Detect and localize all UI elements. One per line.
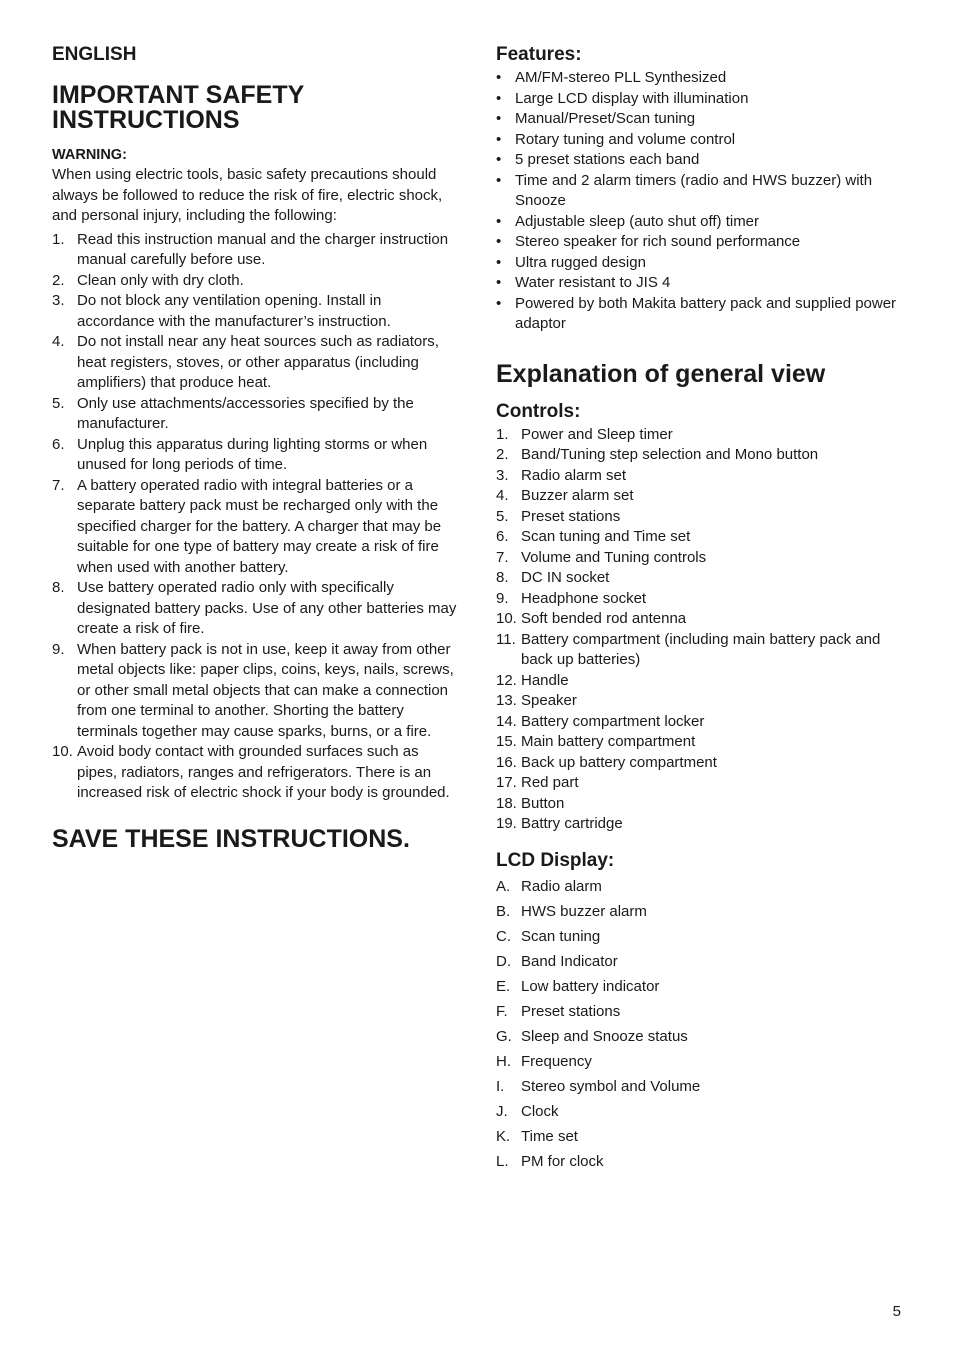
item-letter: K. [496, 1127, 511, 1145]
bullet-icon: • [496, 69, 502, 86]
features-list [496, 68, 906, 335]
list-item [496, 466, 906, 487]
item-text: Button [521, 794, 565, 812]
list-item [52, 476, 458, 579]
list-item [496, 1124, 906, 1149]
list-item [496, 1149, 906, 1174]
item-text: Water resistant to JIS 4 [515, 274, 671, 291]
item-number: 8. [496, 569, 509, 586]
list-item [52, 640, 458, 743]
item-text: Time and 2 alarm timers (radio and HWS buzzer) with Snooze [515, 171, 873, 209]
item-number: 1. [52, 230, 65, 248]
list-item [496, 89, 906, 110]
item-text: Adjustable sleep (auto shut off) timer [515, 212, 760, 230]
item-number: 4. [496, 487, 509, 504]
item-letter: A. [496, 877, 511, 895]
list-item [52, 394, 458, 435]
item-text: AM/FM-stereo PLL Synthesized [515, 69, 727, 86]
item-text: Frequency [521, 1052, 592, 1070]
item-text: Buzzer alarm set [521, 487, 634, 504]
item-text: Preset stations [521, 507, 621, 525]
item-text: A battery operated radio with integral batteries or a separate battery pack must be recharged only with the specified charger for the battery. A charger that may be suitable for one type of battery may create a risk of fire when used with another battery. [77, 476, 442, 576]
safety-title: IMPORTANT SAFETY INSTRUCTIONS [52, 81, 304, 134]
list-item [52, 291, 458, 332]
list-item [496, 949, 906, 974]
list-item [496, 109, 906, 130]
list-item [496, 691, 906, 712]
list-item [496, 507, 906, 528]
item-letter: G. [496, 1027, 512, 1045]
item-letter: E. [496, 977, 511, 995]
item-text: Only use attachments/accessories specified by the manufacturer. [77, 394, 414, 432]
item-letter: J. [496, 1102, 508, 1120]
bullet-icon: • [496, 89, 502, 107]
item-letter: L. [496, 1152, 509, 1170]
item-text: Do not block any ventilation opening. Install in accordance with the manufacturer’s instruction. [77, 292, 391, 330]
bullet-icon: • [496, 294, 502, 312]
item-number: 6. [52, 435, 65, 453]
item-text: Rotary tuning and volume control [515, 130, 736, 148]
item-text: Use battery operated radio only with specifically designated battery packs. Use of any other batteries may create a risk of fire. [77, 579, 457, 637]
item-number: 1. [496, 425, 509, 443]
item-text: Avoid body contact with grounded surfaces such as pipes, radiators, ranges and refrigerators. There is an increased risk of electric shock if your body is grounded. [77, 743, 450, 801]
item-number: 18. [496, 794, 517, 812]
list-item [496, 773, 906, 794]
item-number: 15. [496, 733, 517, 750]
item-text: Speaker [521, 692, 577, 709]
item-number: 8. [52, 579, 65, 596]
list-item [496, 568, 906, 589]
item-text: Power and Sleep timer [521, 425, 673, 443]
list-item [496, 294, 906, 335]
item-number: 10. [496, 610, 517, 627]
item-number: 12. [496, 671, 517, 689]
bullet-icon: • [496, 233, 502, 250]
list-item [496, 486, 906, 507]
item-letter: B. [496, 902, 511, 920]
list-item [496, 899, 906, 924]
item-letter: D. [496, 952, 511, 970]
item-number: 5. [52, 394, 65, 412]
general-view-title: Explanation of general view [496, 359, 826, 388]
item-text: Radio alarm set [521, 466, 627, 484]
right-column [496, 44, 906, 1174]
item-text: Clock [521, 1102, 559, 1120]
item-number: 16. [496, 753, 517, 771]
item-letter: F. [496, 1002, 508, 1020]
bullet-icon: • [496, 212, 502, 230]
item-text: Battry cartridge [521, 815, 623, 832]
item-text: Back up battery compartment [521, 753, 717, 771]
list-item [496, 753, 906, 774]
list-item [496, 874, 906, 899]
list-item [496, 548, 906, 569]
controls-title: Controls: [496, 400, 581, 422]
lcd-list [496, 874, 906, 1174]
item-text: Radio alarm [521, 877, 602, 895]
save-instructions-heading: SAVE THESE INSTRUCTIONS. [52, 824, 410, 853]
list-item [496, 1024, 906, 1049]
list-item [496, 974, 906, 999]
warning-label: WARNING: [52, 147, 127, 163]
list-item [496, 150, 906, 171]
item-text: Battery compartment (including main battery pack and back up batteries) [521, 630, 881, 668]
item-letter: I. [496, 1077, 505, 1095]
list-item [496, 1074, 906, 1099]
list-item [52, 332, 458, 394]
item-text: Red part [521, 774, 579, 791]
item-number: 9. [52, 640, 65, 658]
item-number: 2. [52, 271, 65, 289]
item-text: Do not install near any heat sources such as radiators, heat registers, stoves, or other apparatus (including amplifiers) that produce heat. [77, 333, 439, 391]
item-text: Headphone socket [521, 589, 647, 607]
item-number: 3. [496, 466, 509, 484]
list-item [496, 212, 906, 233]
item-number: 19. [496, 815, 517, 832]
item-number: 14. [496, 712, 517, 730]
list-item [496, 999, 906, 1024]
item-text: Stereo speaker for rich sound performance [515, 233, 801, 250]
features-title: Features: [496, 44, 582, 65]
item-text: Ultra rugged design [515, 253, 646, 271]
list-item [496, 609, 906, 630]
controls-list [496, 425, 906, 835]
bullet-icon: • [496, 151, 502, 168]
list-item [496, 527, 906, 548]
list-item [496, 445, 906, 466]
item-number: 4. [52, 333, 65, 350]
list-item [52, 230, 458, 271]
item-text: Scan tuning and Time set [521, 528, 691, 545]
list-item [496, 671, 906, 692]
list-item [496, 171, 906, 212]
item-text: Large LCD display with illumination [515, 89, 749, 107]
item-text: Powered by both Makita battery pack and supplied power adaptor [515, 294, 897, 332]
item-text: Stereo symbol and Volume [521, 1077, 701, 1095]
item-text: Volume and Tuning controls [521, 548, 707, 566]
left-column [52, 44, 458, 854]
item-text: Soft bended rod antenna [521, 610, 687, 627]
item-letter: H. [496, 1052, 511, 1070]
list-item [496, 425, 906, 446]
item-text: Battery compartment locker [521, 712, 705, 730]
item-text: Main battery compartment [521, 733, 696, 750]
item-text: Clean only with dry cloth. [77, 271, 244, 289]
list-item [496, 712, 906, 733]
page-number: 5 [892, 1303, 901, 1320]
item-text: HWS buzzer alarm [521, 902, 647, 920]
item-number: 2. [496, 446, 509, 463]
item-text: Sleep and Snooze status [521, 1027, 688, 1045]
bullet-icon: • [496, 130, 502, 148]
list-item [52, 271, 458, 292]
list-item [52, 742, 458, 804]
list-item [496, 630, 906, 671]
list-item [496, 130, 906, 151]
list-item [496, 232, 906, 253]
lcd-display-title: LCD Display: [496, 849, 615, 871]
item-text: Scan tuning [521, 927, 601, 945]
item-number: 7. [52, 476, 65, 494]
item-number: 11. [496, 630, 516, 648]
item-number: 10. [52, 743, 73, 760]
list-item [496, 253, 906, 274]
item-number: 13. [496, 692, 517, 709]
item-letter: C. [496, 927, 511, 945]
item-number: 7. [496, 548, 509, 566]
item-number: 17. [496, 774, 517, 791]
list-item [496, 814, 906, 835]
warning-intro: When using electric tools, basic safety precautions should always be followed to reduce the risk of fire, electric shock, and personal injury, including the following: [52, 166, 443, 224]
safety-list [52, 230, 458, 804]
item-number: 9. [496, 589, 509, 607]
language-heading: ENGLISH [52, 44, 137, 65]
list-item [496, 924, 906, 949]
item-number: 6. [496, 528, 509, 545]
item-text: Band/Tuning step selection and Mono button [521, 446, 819, 463]
item-number: 3. [52, 292, 65, 309]
item-number: 5. [496, 507, 509, 525]
list-item [496, 1049, 906, 1074]
list-item [496, 732, 906, 753]
item-text: When battery pack is not in use, keep it away from other metal objects like: paper clips, coins, keys, nails, screws, or other small metal objects that can make a connection from one terminal to another. Shorting the battery terminals together may cause sparks, burns, or a fire. [77, 640, 454, 740]
list-item [496, 794, 906, 815]
item-text: Handle [521, 671, 569, 689]
list-item [52, 435, 458, 476]
bullet-icon: • [496, 253, 502, 271]
item-text: Read this instruction manual and the charger instruction manual carefully before use. [77, 230, 449, 268]
item-text: Manual/Preset/Scan tuning [515, 110, 696, 127]
list-item [496, 1099, 906, 1124]
item-text: Preset stations [521, 1002, 621, 1020]
list-item [52, 578, 458, 640]
item-text: Low battery indicator [521, 977, 660, 995]
list-item [496, 273, 906, 294]
item-text: PM for clock [521, 1152, 604, 1170]
item-text: 5 preset stations each band [515, 151, 700, 168]
item-text: Band Indicator [521, 952, 618, 970]
item-text: DC IN socket [521, 569, 610, 586]
item-text: Unplug this apparatus during lighting storms or when unused for long periods of time. [77, 435, 428, 473]
list-item [496, 589, 906, 610]
bullet-icon: • [496, 110, 502, 127]
bullet-icon: • [496, 274, 502, 291]
item-text: Time set [521, 1127, 578, 1145]
bullet-icon: • [496, 171, 502, 189]
list-item [496, 68, 906, 89]
